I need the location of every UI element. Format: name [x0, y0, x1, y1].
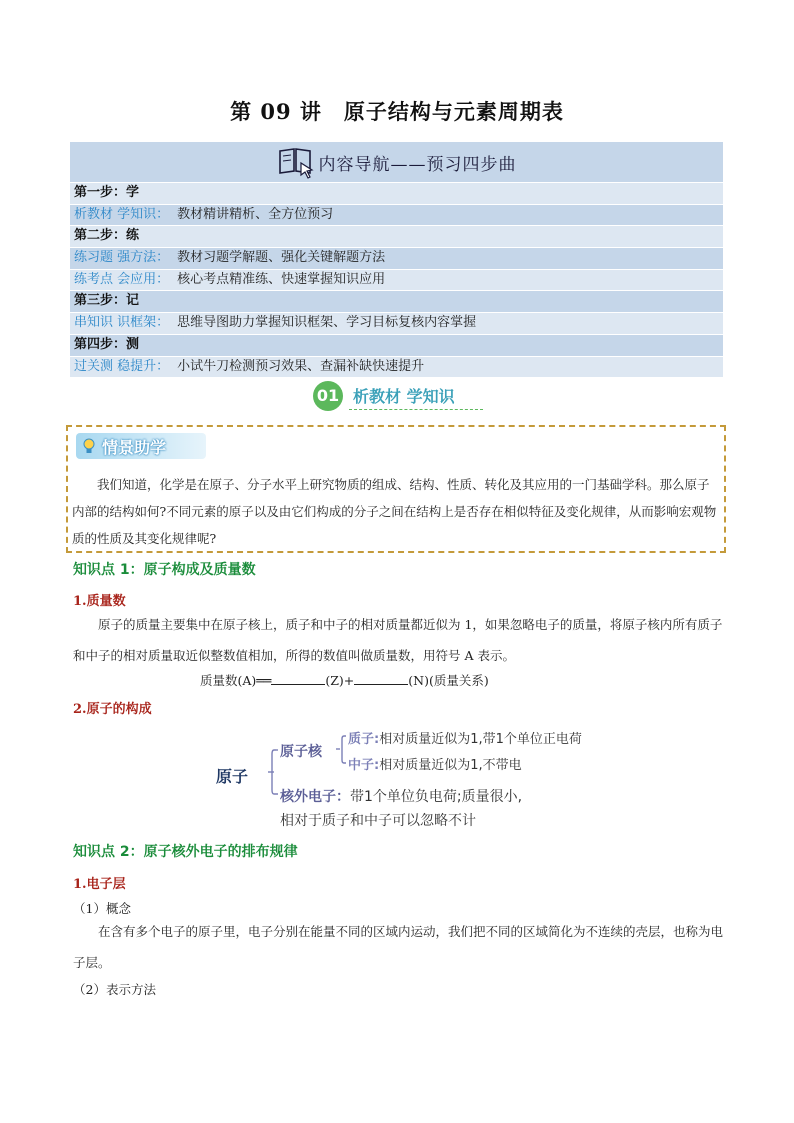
section-number-badge: 01: [313, 381, 343, 411]
nav-item-test: 过关测 稳提升： 小试牛刀检测预习效果、查漏补缺快速提升: [70, 356, 723, 378]
nav-header-title: 内容导航——预习四步曲: [318, 154, 517, 175]
representation-item: （2）表示方法: [73, 982, 156, 997]
page-title: 第 09 讲 原子结构与元素周期表: [230, 99, 564, 124]
book-pointer-icon: [277, 145, 315, 179]
content-navigation: [70, 142, 723, 377]
nucleus-label: 原子核: [280, 744, 322, 760]
nav-step-3: 第三步：记: [70, 290, 723, 312]
nav-item-framework: 串知识 识框架： 思维导图助力掌握知识框架、学习目标复核内容掌握: [70, 312, 723, 334]
section-underline: [349, 409, 483, 410]
concept-item: （1）概念: [73, 901, 131, 916]
mass-formula: 质量数(A)══ (Z)+ (N)(质量关系): [200, 673, 489, 688]
neutron-line: 中子:相对质量近似为1,不带电: [348, 758, 522, 773]
mass-number-paragraph: 原子的质量主要集中在原子核上，质子和中子的相对质量都近似为 1，如果忽略电子的质量，将原子核内所有质子和中子的相对质量取近似整数值相加，所得的数值叫做质量数，用符号 A 表示。: [73, 617, 723, 663]
lightbulb-icon: [80, 437, 98, 455]
section-title: 析教材 学知识: [353, 387, 455, 406]
blank-proton-count[interactable]: [271, 672, 325, 685]
nav-item-study: 析教材 学知识： 教材精讲精析、全方位预习: [70, 204, 723, 226]
nav-item-exercise: 练习题 强方法： 教材习题学解题、强化关键解题方法: [70, 247, 723, 269]
atom-composition-diagram: [210, 720, 610, 830]
nav-header: [70, 142, 723, 182]
knowledge-point-2-title: 知识点 2：原子核外电子的排布规律: [73, 844, 298, 860]
nav-step-4: 第四步：测: [70, 334, 723, 356]
electron-line: 核外电子：带1个单位负电荷;质量很小,: [280, 789, 523, 805]
scenario-badge: 情景助学: [76, 433, 206, 459]
atom-composition-heading: 2.原子的构成: [73, 702, 152, 717]
electron-shell-paragraph: 在含有多个电子的原子里，电子分别在能量不同的区域内运动，我们把不同的区域简化为不连续的壳层，也称为电子层。: [73, 924, 724, 970]
electron-shell-heading: 1.电子层: [73, 877, 126, 892]
knowledge-point-1-title: 知识点 1：原子构成及质量数: [73, 562, 256, 578]
scenario-box: [66, 425, 726, 553]
electron-line-2: 相对于质子和中子可以忽略不计: [280, 813, 476, 829]
nav-step-1: 第一步：学: [70, 182, 723, 204]
atom-label: 原子: [216, 767, 249, 786]
proton-line: 质子:相对质量近似为1,带1个单位正电荷: [348, 732, 582, 747]
section-header: [313, 381, 483, 411]
blank-neutron-count[interactable]: [354, 672, 408, 685]
mass-number-heading: 1.质量数: [73, 594, 126, 609]
nav-step-2: 第二步：练: [70, 225, 723, 247]
nav-item-practice: 练考点 会应用： 核心考点精准练、快速掌握知识应用: [70, 269, 723, 291]
scenario-text: 我们知道，化学是在原子、分子水平上研究物质的组成、结构、性质、转化及其应用的一门基础学科。那么原子内部的结构如何?不同元素的原子以及由它们构成的分子之间在结构上是否存在相似特征及变化规律，从而影响宏观物质的性质及其变化规律呢?: [72, 477, 717, 546]
